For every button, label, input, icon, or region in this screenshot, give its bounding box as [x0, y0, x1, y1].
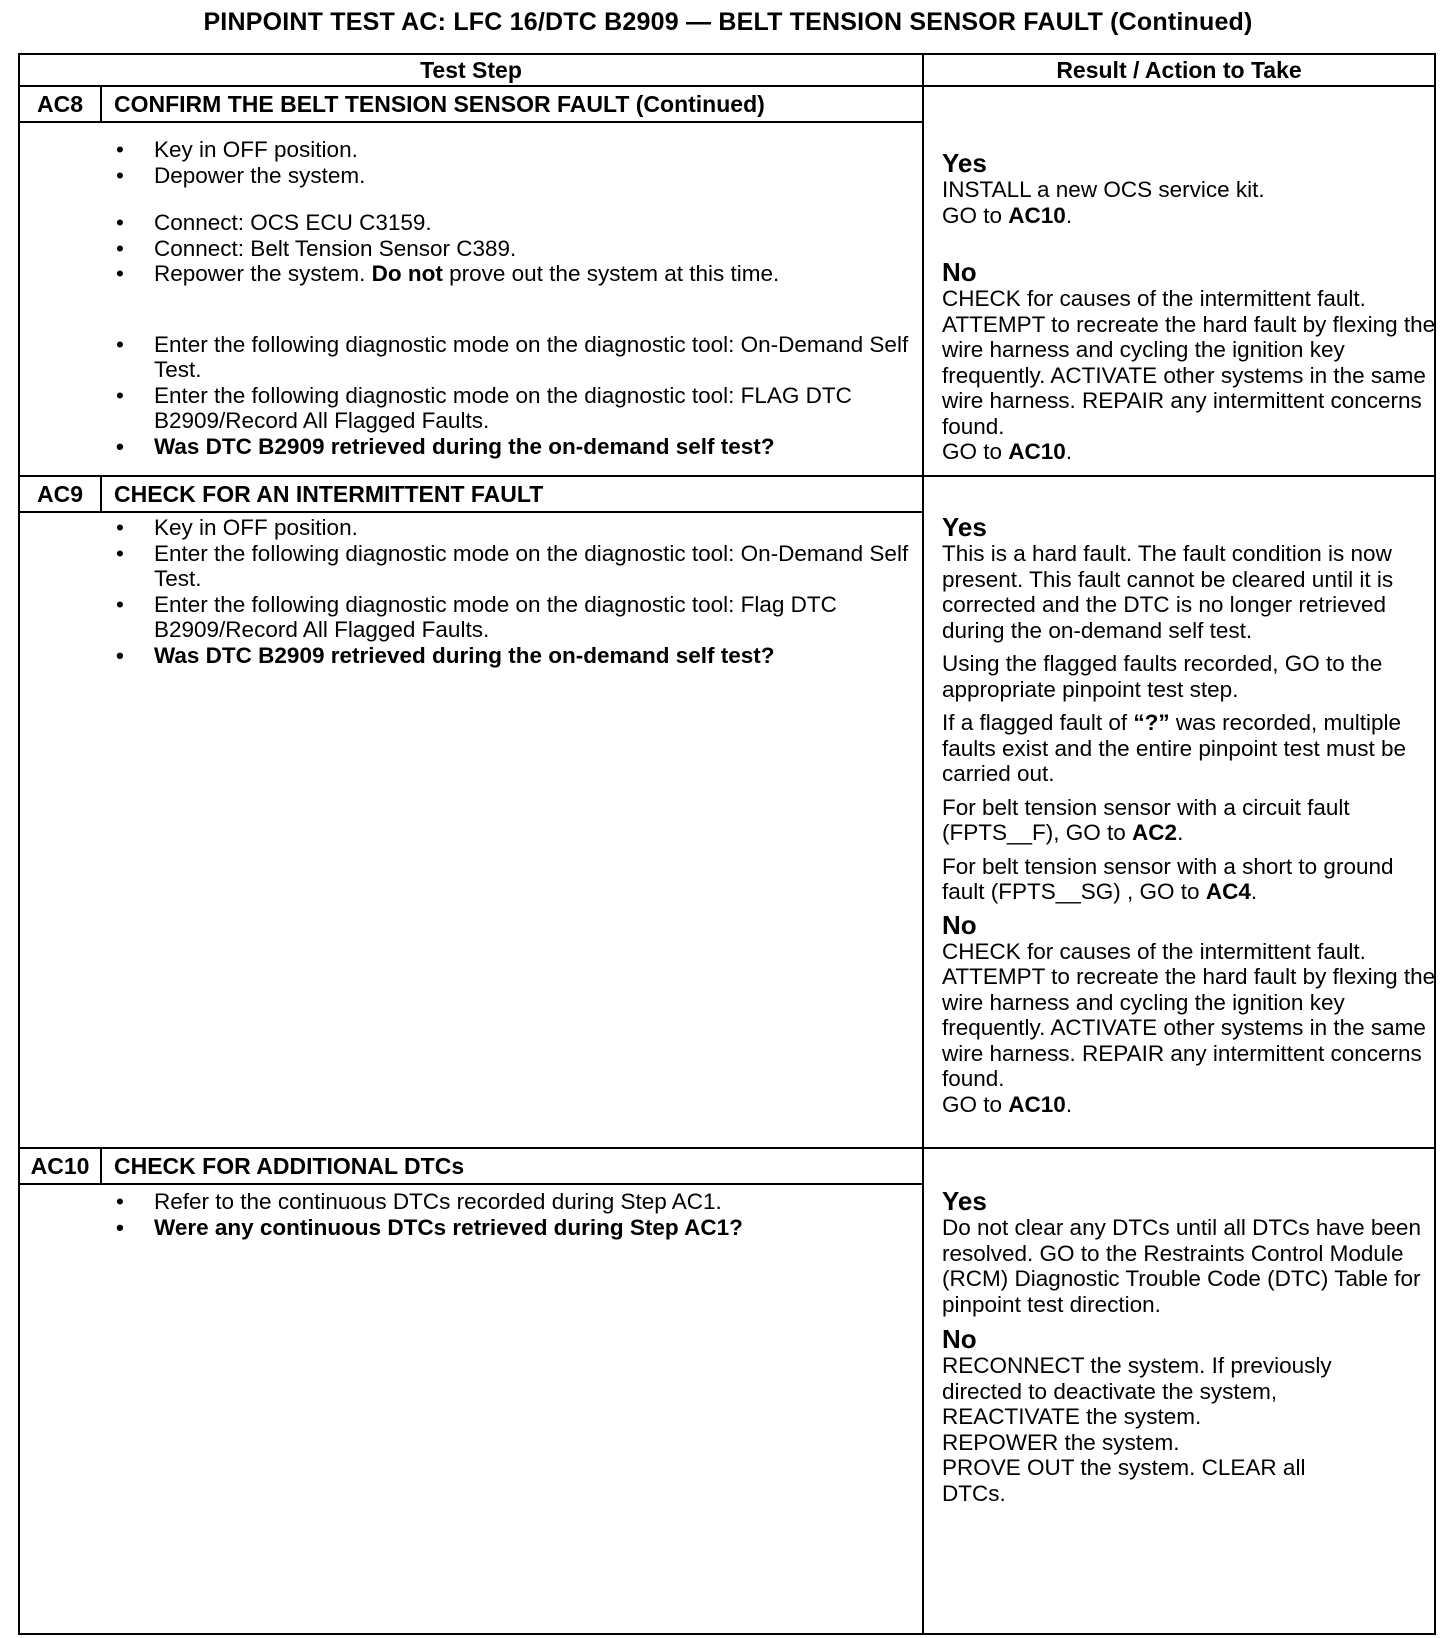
- goto-target-link[interactable]: AC10: [1008, 202, 1066, 228]
- text-part: For belt tension sensor with a circuit fault (FPTS__F), GO to: [942, 794, 1350, 845]
- list-item: • Enter the following diagnostic mode on the diagnostic tool: FLAG DTC B2909/Record All Flagged Faults.: [116, 383, 916, 434]
- goto-target-link[interactable]: AC2: [1132, 820, 1178, 845]
- goto-target-link[interactable]: AC10: [1008, 439, 1066, 464]
- result-ac9: [942, 513, 1437, 1117]
- column-divider: [922, 55, 924, 1633]
- result-text: [942, 710, 1437, 787]
- list-item: • Key in OFF position.: [116, 137, 916, 163]
- list-item: • Enter the following diagnostic mode on the diagnostic tool: Flag DTC B2909/Record All Flagged Faults.: [116, 592, 916, 643]
- step-instructions-ac9: [116, 515, 916, 668]
- list-item: • Connect: Belt Tension Sensor C389.: [116, 236, 916, 262]
- result-ac8: [942, 149, 1437, 465]
- list-item: • Were any continuous DTCs retrieved during Step AC1?: [116, 1215, 916, 1241]
- result-ac10: [942, 1187, 1437, 1506]
- step-id-ac9: AC9: [36, 481, 83, 507]
- result-text: REPOWER the system.: [942, 1429, 1180, 1455]
- text-part: For belt tension sensor with a short to ground fault (FPTS__SG) , GO to: [942, 853, 1394, 904]
- goto-text: GO to: [942, 439, 1003, 464]
- result-text: INSTALL a new OCS service kit.: [942, 177, 1265, 202]
- id-divider: [100, 85, 102, 121]
- goto-text: GO to: [942, 202, 1003, 228]
- yes-label: Yes: [942, 148, 987, 178]
- result-text: Do not clear any DTCs until all DTCs have been resolved. GO to the Restraints Control Module (RCM) Diagnostic Trouble Code (DTC) Table for pinpoint test direction.: [942, 1215, 1421, 1317]
- step-id-ac10: AC10: [30, 1153, 90, 1179]
- result-text: CHECK for causes of the intermittent fault. ATTEMPT to recreate the hard fault by flexing the wire harness and cycling the ignition key frequently. ACTIVATE other systems in the same wire harness. REPAIR any intermittent concerns found.: [942, 286, 1436, 439]
- pinpoint-test-table: [18, 53, 1436, 1635]
- step-instructions-ac10: [116, 1189, 916, 1240]
- result-goto: GO to AC10.: [942, 439, 1073, 464]
- yes-label: Yes: [942, 512, 987, 542]
- header-test-step: Test Step: [420, 57, 522, 83]
- step-instructions-ac8: [116, 137, 916, 459]
- result-text: This is a hard fault. The fault condition is now present. This fault cannot be cleared until it is corrected and the DTC is no longer retrieved during the on-demand self test.: [942, 541, 1394, 643]
- id-divider: [100, 475, 102, 511]
- result-text: Using the flagged faults recorded, GO to the appropriate pinpoint test step.: [942, 651, 1383, 702]
- result-text: CHECK for causes of the intermittent fault. ATTEMPT to recreate the hard fault by flexing the wire harness and cycling the ignition key frequently. ACTIVATE other systems in the same wire harness. REPAIR any intermittent concerns found.: [942, 938, 1436, 1091]
- text-part-bold: “?”: [1133, 710, 1170, 735]
- step-title-ac9: CHECK FOR AN INTERMITTENT FAULT: [114, 481, 544, 507]
- step-title-ac8: CONFIRM THE BELT TENSION SENSOR FAULT (Continued): [114, 91, 765, 117]
- no-label: No: [942, 909, 977, 940]
- result-text: PROVE OUT the system. CLEAR all DTCs.: [942, 1455, 1306, 1506]
- no-label: No: [942, 1324, 977, 1354]
- header-result: Result / Action to Take: [1056, 57, 1302, 83]
- result-goto: GO to AC10.: [942, 1091, 1073, 1117]
- page-title: PINPOINT TEST AC: LFC 16/DTC B2909 — BELT TENSION SENSOR FAULT (Continued): [203, 8, 1253, 36]
- emphasis-text: Do not: [371, 261, 443, 286]
- id-divider: [100, 1147, 102, 1183]
- repower-text-rest: prove out the system at this time.: [449, 261, 780, 286]
- title-divider: [20, 511, 922, 513]
- yes-label: Yes: [942, 1186, 987, 1216]
- result-text: RECONNECT the system. If previously directed to deactivate the system,: [942, 1353, 1332, 1404]
- list-item: • Enter the following diagnostic mode on the diagnostic tool: On-Demand Self Test.: [116, 332, 916, 383]
- text-part: was recorded, multiple faults exist and the entire pinpoint test must be carried out.: [942, 710, 1407, 786]
- repower-text: Repower the system.: [154, 261, 366, 286]
- goto-target-link[interactable]: AC4: [1205, 879, 1251, 904]
- list-item: • Refer to the continuous DTCs recorded during Step AC1.: [116, 1189, 916, 1215]
- list-item: [116, 261, 916, 287]
- result-text: For belt tension sensor with a short to ground fault (FPTS__SG) , GO to AC4.: [942, 853, 1394, 904]
- list-item: • Was DTC B2909 retrieved during the on-demand self test?: [116, 643, 916, 669]
- result-text: For belt tension sensor with a circuit fault (FPTS__F), GO to AC2.: [942, 794, 1350, 845]
- list-item: • Connect: OCS ECU C3159.: [116, 210, 916, 236]
- goto-text: GO to: [942, 1091, 1003, 1117]
- step-id-ac8: AC8: [36, 91, 83, 117]
- text-part: If a flagged fault of: [942, 710, 1128, 735]
- result-goto: GO to AC10.: [942, 202, 1073, 228]
- title-divider: [20, 1183, 922, 1185]
- title-divider: [20, 121, 922, 123]
- list-item: • Was DTC B2909 retrieved during the on-demand self test?: [116, 434, 916, 460]
- no-label: No: [942, 257, 977, 287]
- list-item: • Key in OFF position.: [116, 515, 916, 541]
- list-item: • Depower the system.: [116, 163, 916, 189]
- step-title-ac10: CHECK FOR ADDITIONAL DTCs: [114, 1153, 465, 1179]
- list-item: • Enter the following diagnostic mode on the diagnostic tool: On-Demand Self Test.: [116, 541, 916, 592]
- goto-target-link[interactable]: AC10: [1008, 1091, 1066, 1117]
- result-text: REACTIVATE the system.: [942, 1404, 1202, 1429]
